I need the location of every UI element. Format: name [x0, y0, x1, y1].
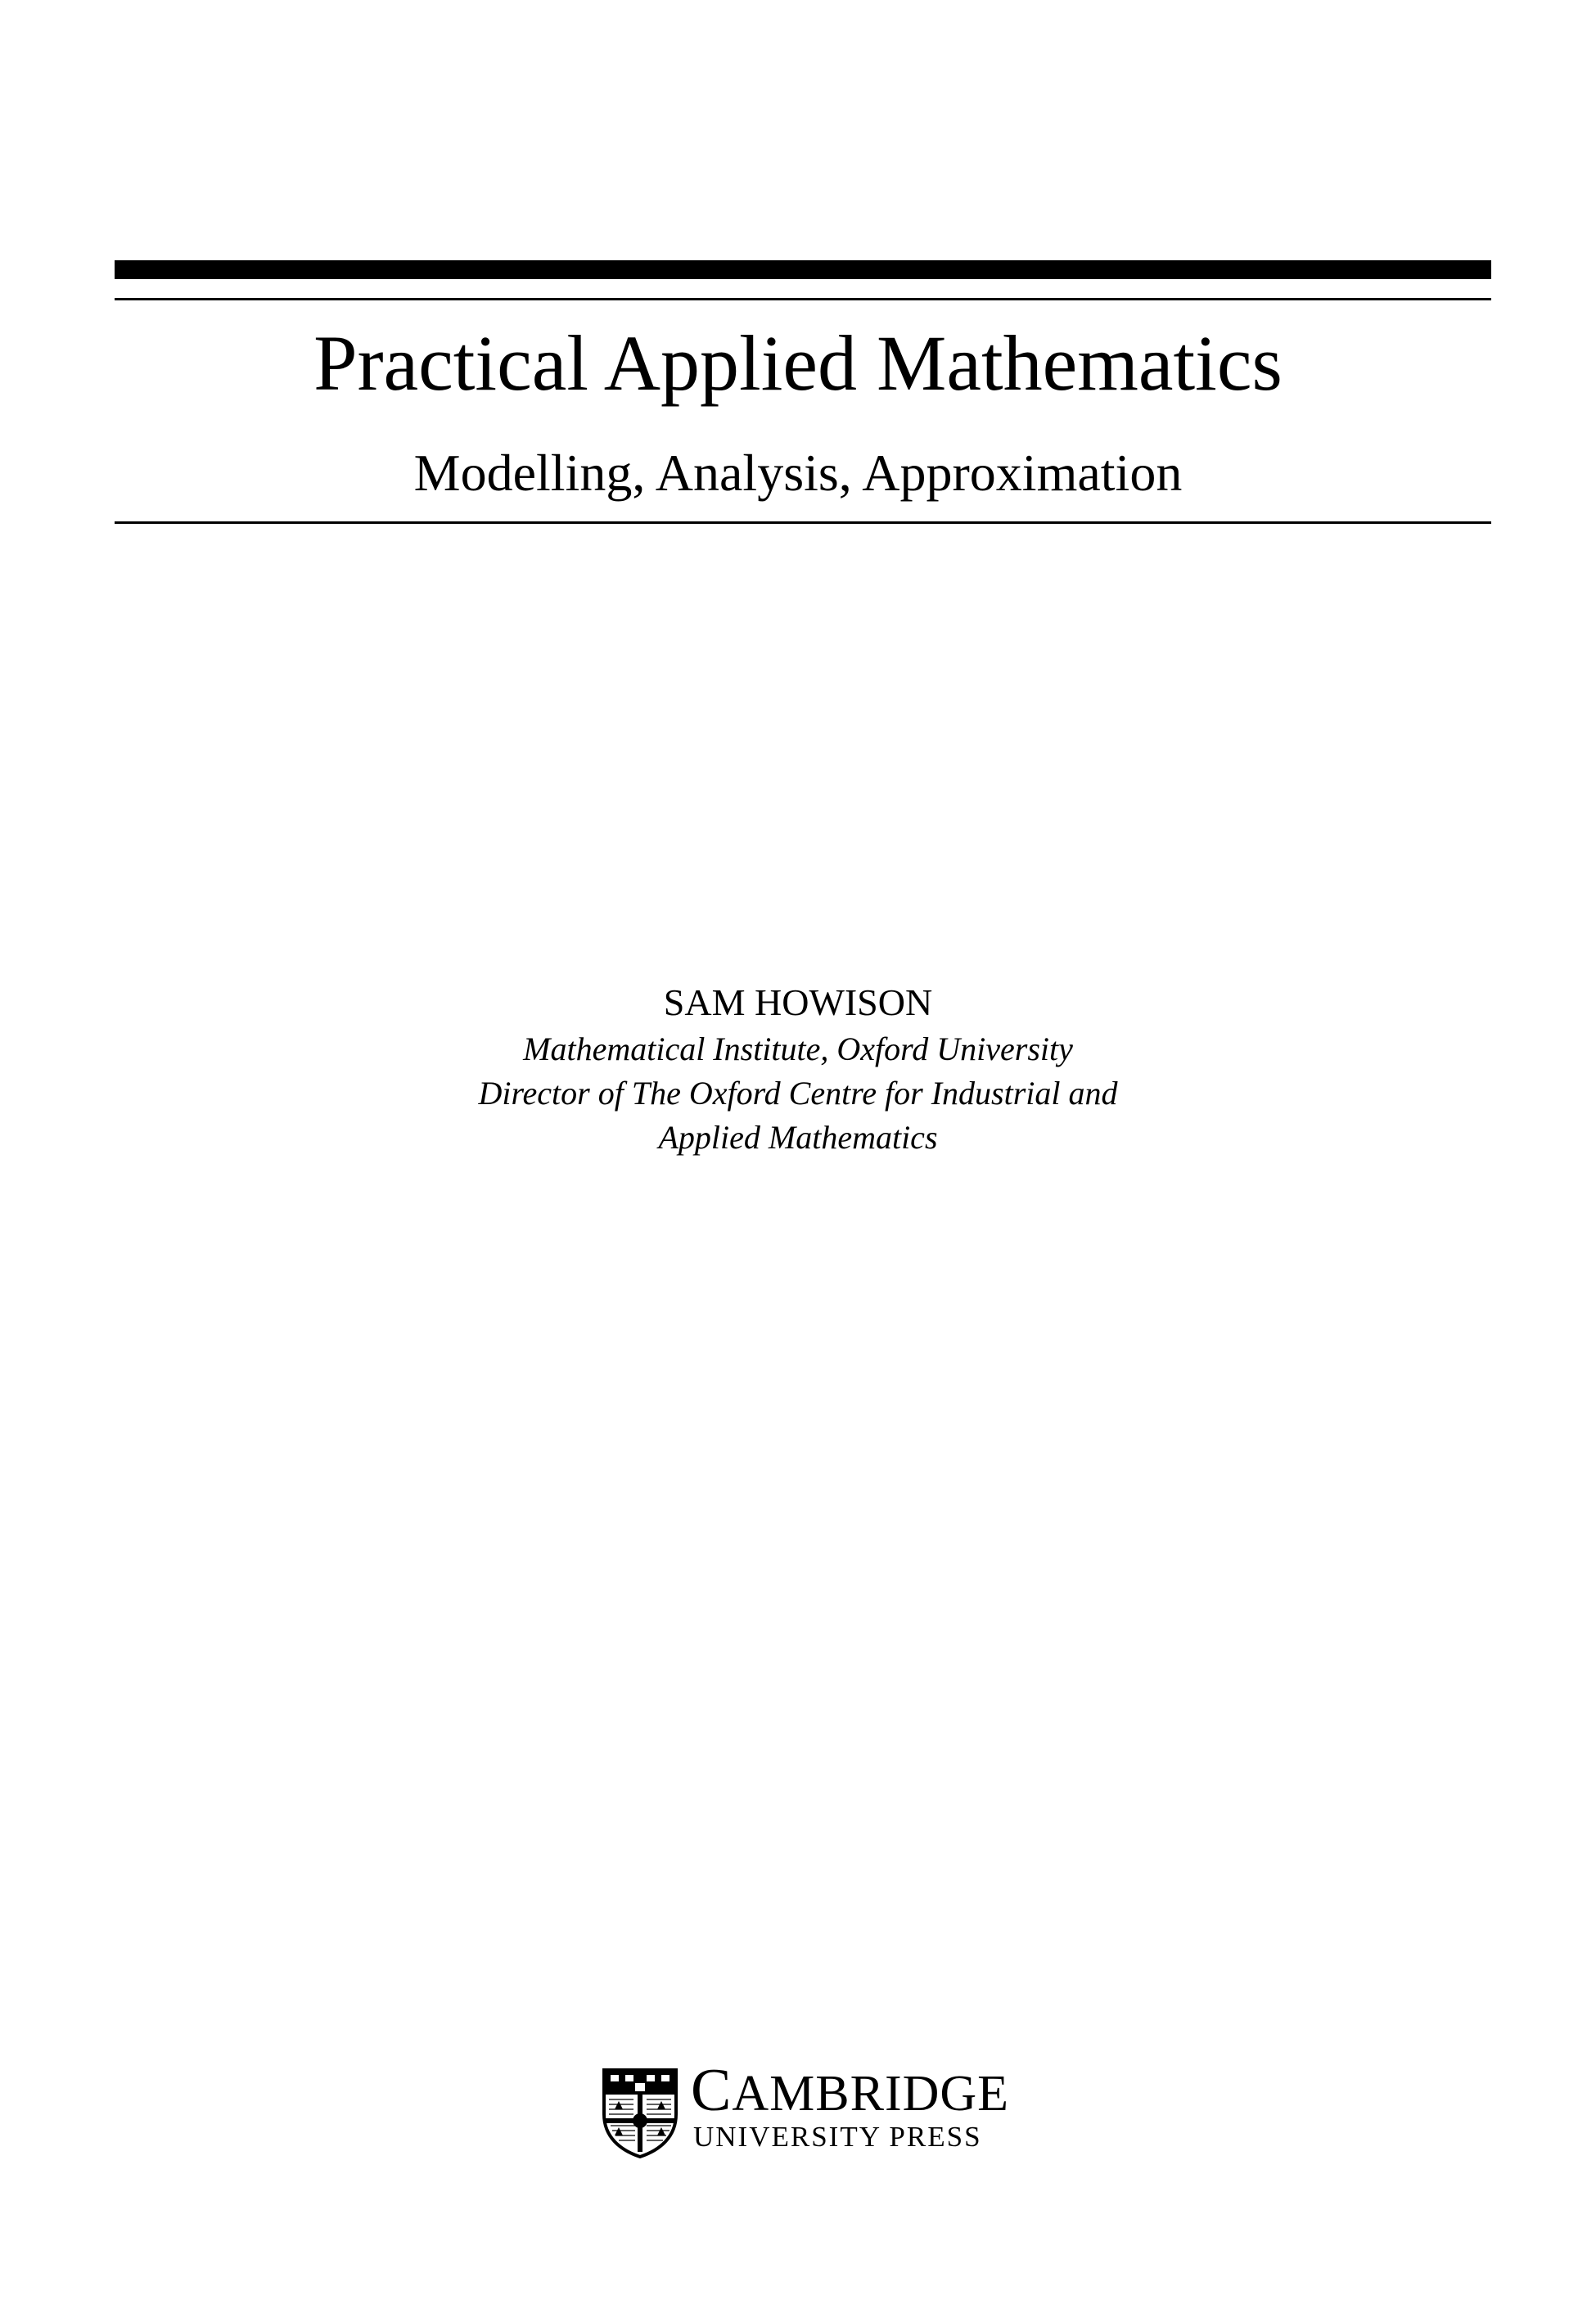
book-title: Practical Applied Mathematics: [313, 319, 1283, 407]
publisher-logo: [601, 2057, 1026, 2165]
book-subtitle: Modelling, Analysis, Approximation: [413, 444, 1183, 502]
publisher-name-rest: AMBRIDGE: [732, 2066, 1010, 2122]
bottom-thin-rule: [115, 521, 1491, 524]
author-affiliation-line: Director of The Oxford Centre for Industrial and: [478, 1075, 1118, 1112]
author-affiliation-line: Applied Mathematics: [658, 1119, 938, 1156]
publisher-name-initial: C: [691, 2057, 733, 2124]
publisher-subname: UNIVERSITY PRESS: [693, 2121, 982, 2153]
publisher-name: [691, 2057, 1010, 2124]
top-thick-rule: [115, 260, 1491, 279]
author-block: [0, 978, 1596, 1160]
cambridge-crest-icon: [601, 2067, 679, 2158]
author-name: SAM HOWISON: [663, 981, 933, 1023]
top-thin-rule: [115, 298, 1491, 300]
author-affiliation-line: Mathematical Institute, Oxford University: [523, 1030, 1073, 1067]
